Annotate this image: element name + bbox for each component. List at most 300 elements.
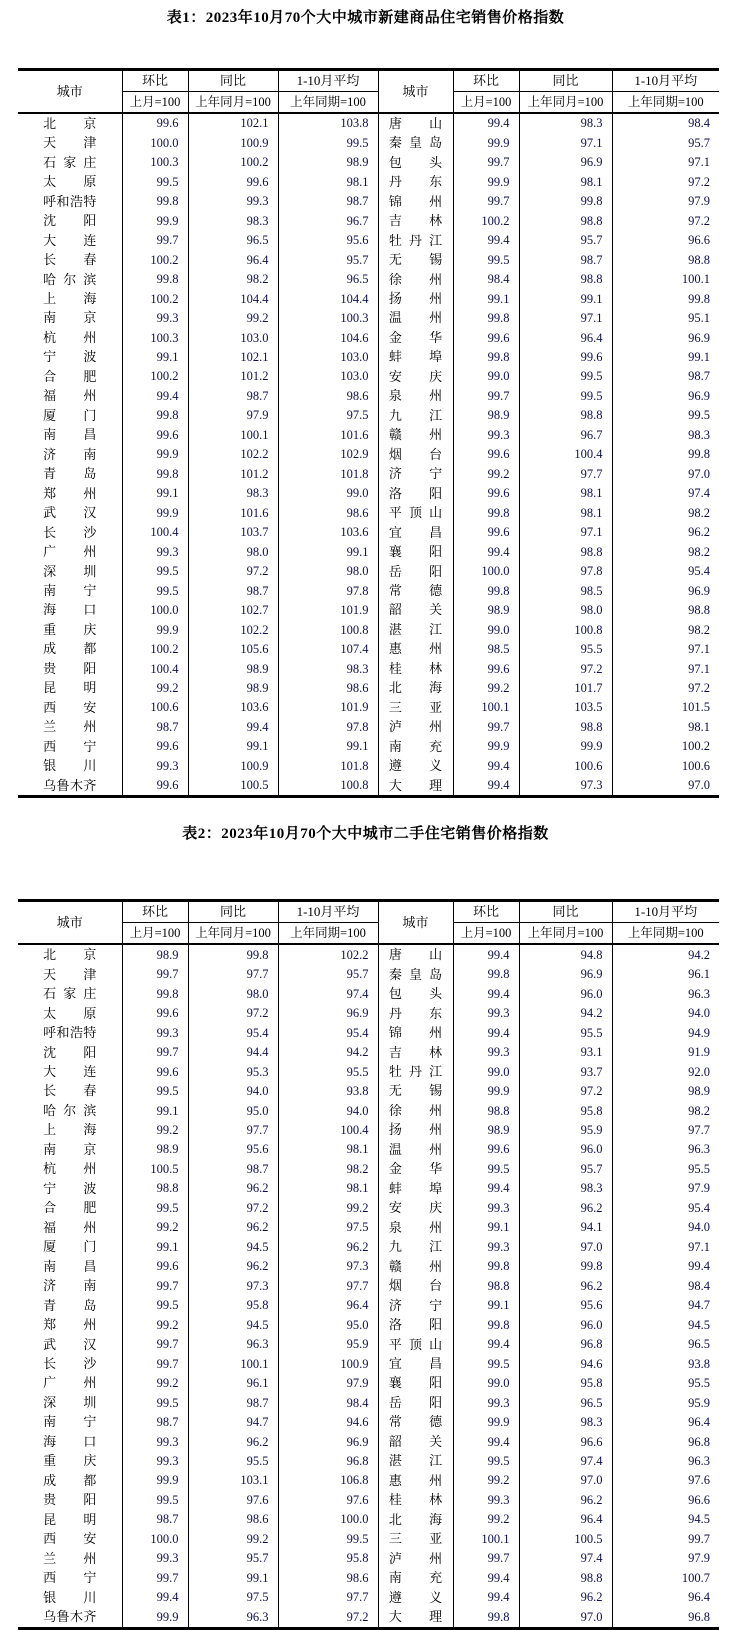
city-cell (378, 944, 453, 964)
value-cell: 98.9 (122, 1140, 188, 1159)
value-cell: 99.1 (122, 1101, 188, 1120)
value-cell: 99.5 (519, 367, 612, 386)
city-cell (18, 1549, 122, 1568)
value-cell: 98.9 (612, 1082, 719, 1101)
city-cell (18, 679, 122, 698)
table2-header (18, 901, 719, 945)
value-cell: 99.6 (453, 523, 519, 542)
value-cell: 99.1 (519, 289, 612, 308)
value-cell: 97.1 (612, 659, 719, 678)
value-cell: 95.7 (519, 231, 612, 250)
city-cell (378, 984, 453, 1003)
value-cell: 98.2 (278, 1160, 378, 1179)
value-cell: 103.6 (188, 698, 278, 717)
value-cell: 99.4 (453, 113, 519, 133)
table-row (18, 944, 719, 964)
value-cell: 96.7 (278, 211, 378, 230)
col-header-mom-left: 环比 (122, 901, 188, 923)
value-cell: 94.1 (519, 1218, 612, 1237)
city-cell (378, 679, 453, 698)
table-row (18, 581, 719, 600)
city-name: 徐州 (388, 271, 443, 287)
value-cell: 98.2 (612, 503, 719, 522)
city-cell (378, 640, 453, 659)
value-cell: 99.5 (278, 1529, 378, 1548)
table-row (18, 1335, 719, 1354)
value-cell: 99.6 (122, 776, 188, 797)
city-name: 石家庄 (43, 986, 97, 1002)
table-row (18, 113, 719, 133)
value-cell: 100.0 (122, 601, 188, 620)
base-yoy-right: 上年同月=100 (519, 92, 612, 114)
value-cell: 99.6 (122, 426, 188, 445)
table-row (18, 1413, 719, 1432)
city-cell (378, 1452, 453, 1471)
city-name: 吉林 (388, 1044, 443, 1060)
value-cell: 99.4 (453, 1335, 519, 1354)
value-cell: 99.3 (453, 1004, 519, 1023)
city-cell (378, 211, 453, 230)
city-cell (378, 406, 453, 425)
city-name: 韶关 (388, 602, 443, 618)
value-cell: 99.6 (453, 328, 519, 347)
city-cell (378, 1510, 453, 1529)
value-cell: 99.3 (453, 1237, 519, 1256)
value-cell: 97.6 (612, 1471, 719, 1490)
value-cell: 100.1 (453, 1529, 519, 1548)
table-row (18, 211, 719, 230)
value-cell: 101.9 (278, 601, 378, 620)
table-row (18, 1218, 719, 1237)
value-cell: 96.1 (188, 1374, 278, 1393)
value-cell: 101.8 (278, 464, 378, 483)
col-header-mom-right: 环比 (453, 901, 519, 923)
city-cell (378, 1004, 453, 1023)
city-name: 贵阳 (43, 1492, 97, 1508)
value-cell: 97.9 (278, 1374, 378, 1393)
value-cell: 98.6 (278, 679, 378, 698)
city-name: 常德 (388, 1414, 443, 1430)
city-name: 大理 (388, 1609, 443, 1625)
value-cell: 99.8 (122, 464, 188, 483)
value-cell: 98.1 (612, 718, 719, 737)
value-cell: 96.2 (188, 1432, 278, 1451)
value-cell: 96.2 (188, 1179, 278, 1198)
value-cell: 99.2 (453, 464, 519, 483)
city-name: 上海 (43, 290, 97, 306)
value-cell: 103.1 (188, 1471, 278, 1490)
value-cell: 99.3 (453, 1491, 519, 1510)
value-cell: 94.2 (519, 1004, 612, 1023)
value-cell: 99.6 (122, 113, 188, 133)
value-cell: 99.6 (122, 1257, 188, 1276)
value-cell: 95.7 (519, 1160, 612, 1179)
value-cell: 97.7 (188, 1121, 278, 1140)
value-cell: 99.8 (453, 581, 519, 600)
city-cell (378, 1257, 453, 1276)
city-name: 重庆 (43, 621, 97, 637)
city-name: 乌鲁木齐 (43, 777, 97, 793)
table1-new-housing-price-index (18, 68, 719, 798)
city-name: 北京 (43, 115, 97, 131)
value-cell: 96.0 (519, 984, 612, 1003)
table-row (18, 1199, 719, 1218)
city-cell (378, 620, 453, 639)
city-cell (18, 1043, 122, 1062)
city-name: 太原 (43, 174, 97, 190)
city-name: 安庆 (388, 1200, 443, 1216)
value-cell: 99.2 (453, 1510, 519, 1529)
table-row (18, 965, 719, 984)
base-mom-left: 上月=100 (122, 92, 188, 114)
city-cell (18, 698, 122, 717)
city-cell (18, 1452, 122, 1471)
value-cell: 101.7 (519, 679, 612, 698)
city-name: 秦皇岛 (388, 135, 443, 151)
city-cell (378, 1043, 453, 1062)
value-cell: 99.4 (453, 542, 519, 561)
value-cell: 98.7 (278, 192, 378, 211)
city-name: 岳阳 (388, 563, 443, 579)
city-name: 泉州 (388, 388, 443, 404)
value-cell: 99.4 (453, 1568, 519, 1587)
value-cell: 99.1 (188, 737, 278, 756)
value-cell: 100.0 (278, 1510, 378, 1529)
value-cell: 99.7 (122, 1354, 188, 1373)
value-cell: 99.3 (122, 1432, 188, 1451)
value-cell: 97.7 (188, 965, 278, 984)
value-cell: 99.9 (453, 1082, 519, 1101)
value-cell: 99.4 (122, 1588, 188, 1607)
value-cell: 104.4 (188, 289, 278, 308)
city-name: 蚌埠 (388, 1180, 443, 1196)
city-name: 锦州 (388, 193, 443, 209)
city-cell (18, 211, 122, 230)
value-cell: 96.2 (519, 1491, 612, 1510)
value-cell: 97.8 (278, 718, 378, 737)
value-cell: 99.4 (453, 1588, 519, 1607)
table-row (18, 1491, 719, 1510)
city-cell (18, 1140, 122, 1159)
city-name: 西宁 (43, 1570, 97, 1586)
city-cell (18, 133, 122, 152)
value-cell: 99.5 (122, 1491, 188, 1510)
value-cell: 93.7 (519, 1062, 612, 1081)
value-cell: 95.1 (612, 309, 719, 328)
value-cell: 101.5 (612, 698, 719, 717)
base-yoy-left: 上年同月=100 (188, 92, 278, 114)
col-header-yoy-left: 同比 (188, 70, 278, 92)
value-cell: 97.2 (612, 211, 719, 230)
value-cell: 98.7 (188, 1160, 278, 1179)
value-cell: 94.9 (612, 1023, 719, 1042)
city-name: 遵义 (388, 758, 443, 774)
city-name: 九江 (388, 407, 443, 423)
city-name: 三亚 (388, 699, 443, 715)
value-cell: 99.8 (519, 192, 612, 211)
city-name: 宁波 (43, 1180, 97, 1196)
value-cell: 99.1 (122, 1237, 188, 1256)
value-cell: 99.1 (278, 737, 378, 756)
city-cell (378, 1160, 453, 1179)
value-cell: 94.0 (278, 1101, 378, 1120)
value-cell: 98.7 (612, 367, 719, 386)
value-cell: 99.6 (188, 172, 278, 191)
value-cell: 98.9 (122, 944, 188, 964)
city-cell (378, 698, 453, 717)
city-name: 沈阳 (43, 213, 97, 229)
city-cell (378, 1335, 453, 1354)
col-header-yoy-left: 同比 (188, 901, 278, 923)
city-cell (18, 1121, 122, 1140)
city-name: 泸州 (388, 719, 443, 735)
value-cell: 99.3 (122, 756, 188, 775)
value-cell: 98.0 (519, 601, 612, 620)
value-cell: 94.0 (612, 1218, 719, 1237)
value-cell: 95.8 (278, 1549, 378, 1568)
value-cell: 95.5 (188, 1452, 278, 1471)
city-name: 宁波 (43, 349, 97, 365)
table-row (18, 1062, 719, 1081)
value-cell: 96.4 (519, 1510, 612, 1529)
value-cell: 96.2 (519, 1199, 612, 1218)
value-cell: 99.9 (453, 172, 519, 191)
table2-body (18, 944, 719, 1628)
value-cell: 100.5 (188, 776, 278, 797)
value-cell: 95.6 (278, 231, 378, 250)
value-cell: 98.7 (122, 1510, 188, 1529)
value-cell: 98.5 (453, 640, 519, 659)
value-cell: 94.6 (278, 1413, 378, 1432)
city-cell (18, 1257, 122, 1276)
value-cell: 96.3 (612, 1452, 719, 1471)
city-cell (18, 172, 122, 191)
col-header-avg-right: 1-10月平均 (612, 70, 719, 92)
value-cell: 97.9 (612, 1179, 719, 1198)
value-cell: 97.1 (612, 1237, 719, 1256)
header-row-base (18, 92, 719, 114)
value-cell: 98.4 (453, 270, 519, 289)
city-name: 石家庄 (43, 154, 97, 170)
city-name: 哈尔滨 (43, 1102, 97, 1118)
table-row (18, 1101, 719, 1120)
city-cell (378, 1276, 453, 1295)
city-cell (18, 1199, 122, 1218)
value-cell: 95.4 (612, 562, 719, 581)
value-cell: 95.0 (188, 1101, 278, 1120)
value-cell: 99.9 (453, 133, 519, 152)
value-cell: 96.2 (278, 1237, 378, 1256)
value-cell: 98.3 (519, 113, 612, 133)
value-cell: 98.8 (519, 1568, 612, 1587)
city-name: 西宁 (43, 738, 97, 754)
value-cell: 96.8 (278, 1452, 378, 1471)
city-name: 秦皇岛 (388, 966, 443, 982)
value-cell: 97.0 (519, 1471, 612, 1490)
value-cell: 99.8 (122, 192, 188, 211)
table-row (18, 1043, 719, 1062)
city-name: 韶关 (388, 1433, 443, 1449)
table-row (18, 1374, 719, 1393)
table-row (18, 231, 719, 250)
city-name: 兰州 (43, 719, 97, 735)
value-cell: 96.4 (612, 1588, 719, 1607)
value-cell: 102.2 (188, 445, 278, 464)
value-cell: 99.1 (612, 348, 719, 367)
city-cell (378, 1237, 453, 1256)
value-cell: 96.0 (519, 1315, 612, 1334)
city-name: 扬州 (388, 290, 443, 306)
table-row (18, 776, 719, 797)
value-cell: 104.6 (278, 328, 378, 347)
value-cell: 98.2 (612, 1101, 719, 1120)
value-cell: 96.9 (519, 965, 612, 984)
table-row (18, 1296, 719, 1315)
value-cell: 97.6 (188, 1491, 278, 1510)
city-name: 福州 (43, 1219, 97, 1235)
value-cell: 99.7 (122, 965, 188, 984)
value-cell: 99.6 (453, 445, 519, 464)
value-cell: 99.7 (122, 1043, 188, 1062)
value-cell: 99.0 (453, 1062, 519, 1081)
value-cell: 100.8 (278, 620, 378, 639)
value-cell: 100.0 (453, 562, 519, 581)
value-cell: 99.2 (122, 1374, 188, 1393)
table-row (18, 640, 719, 659)
city-name: 桂林 (388, 660, 443, 676)
city-cell (378, 192, 453, 211)
city-cell (378, 523, 453, 542)
value-cell: 99.7 (122, 1568, 188, 1587)
value-cell: 96.5 (278, 270, 378, 289)
value-cell: 102.2 (188, 620, 278, 639)
city-name: 牡丹江 (388, 1063, 443, 1079)
value-cell: 102.2 (278, 944, 378, 964)
city-name: 岳阳 (388, 1394, 443, 1410)
table-row (18, 426, 719, 445)
value-cell: 100.8 (278, 776, 378, 797)
value-cell: 99.6 (453, 1140, 519, 1159)
city-cell (18, 944, 122, 964)
table2-secondhand-housing-price-index (18, 899, 719, 1629)
value-cell: 99.5 (122, 581, 188, 600)
value-cell: 98.5 (519, 581, 612, 600)
city-name: 三亚 (388, 1531, 443, 1547)
value-cell: 99.3 (122, 1452, 188, 1471)
city-cell (18, 1237, 122, 1256)
value-cell: 99.8 (122, 270, 188, 289)
city-cell (378, 1374, 453, 1393)
base-yoy-right: 上年同月=100 (519, 923, 612, 945)
value-cell: 96.2 (188, 1257, 278, 1276)
value-cell: 96.4 (188, 250, 278, 269)
value-cell: 97.2 (519, 659, 612, 678)
table-row (18, 309, 719, 328)
city-name: 遵义 (388, 1589, 443, 1605)
city-cell (378, 776, 453, 797)
value-cell: 97.7 (278, 1588, 378, 1607)
value-cell: 96.2 (519, 1276, 612, 1295)
value-cell: 97.4 (519, 1549, 612, 1568)
city-name: 济宁 (388, 466, 443, 482)
value-cell: 100.6 (612, 756, 719, 775)
value-cell: 94.5 (612, 1315, 719, 1334)
value-cell: 99.4 (188, 718, 278, 737)
value-cell: 98.8 (612, 250, 719, 269)
city-name: 重庆 (43, 1453, 97, 1469)
city-cell (18, 289, 122, 308)
city-name: 包头 (388, 986, 443, 1002)
city-name: 成都 (43, 1472, 97, 1488)
value-cell: 98.7 (519, 250, 612, 269)
value-cell: 94.8 (519, 944, 612, 964)
value-cell: 99.3 (122, 1549, 188, 1568)
value-cell: 95.9 (519, 1121, 612, 1140)
city-cell (18, 387, 122, 406)
table-row (18, 289, 719, 308)
value-cell: 99.2 (122, 1121, 188, 1140)
value-cell: 98.4 (278, 1393, 378, 1412)
city-cell (18, 1296, 122, 1315)
table-row (18, 562, 719, 581)
table-row (18, 718, 719, 737)
city-cell (18, 965, 122, 984)
city-name: 成都 (43, 641, 97, 657)
city-cell (18, 348, 122, 367)
value-cell: 94.4 (188, 1043, 278, 1062)
value-cell: 99.3 (188, 192, 278, 211)
city-name: 泸州 (388, 1550, 443, 1566)
city-name: 海口 (43, 602, 97, 618)
value-cell: 99.4 (453, 944, 519, 964)
value-cell: 101.2 (188, 367, 278, 386)
city-name: 洛阳 (388, 1317, 443, 1333)
city-name: 长春 (43, 252, 97, 268)
value-cell: 99.1 (122, 348, 188, 367)
value-cell: 97.7 (612, 1121, 719, 1140)
city-name: 吉林 (388, 213, 443, 229)
value-cell: 94.6 (519, 1354, 612, 1373)
col-header-city-right: 城市 (378, 70, 453, 114)
table-row (18, 1510, 719, 1529)
city-cell (18, 523, 122, 542)
city-cell (18, 620, 122, 639)
city-cell (18, 1315, 122, 1334)
city-cell (378, 1529, 453, 1548)
value-cell: 100.4 (278, 1121, 378, 1140)
value-cell: 98.8 (519, 542, 612, 561)
city-name: 青岛 (43, 466, 97, 482)
value-cell: 99.4 (122, 387, 188, 406)
city-cell (18, 406, 122, 425)
city-name: 桂林 (388, 1492, 443, 1508)
value-cell: 96.4 (612, 1413, 719, 1432)
value-cell: 99.4 (453, 984, 519, 1003)
value-cell: 98.2 (188, 270, 278, 289)
value-cell: 99.1 (122, 484, 188, 503)
value-cell: 96.9 (612, 328, 719, 347)
city-cell (378, 231, 453, 250)
value-cell: 97.5 (278, 1218, 378, 1237)
table-row (18, 387, 719, 406)
city-cell (18, 1588, 122, 1607)
value-cell: 100.3 (122, 153, 188, 172)
value-cell: 100.3 (278, 309, 378, 328)
value-cell: 99.3 (453, 426, 519, 445)
value-cell: 99.5 (122, 1393, 188, 1412)
value-cell: 99.5 (519, 387, 612, 406)
city-cell (378, 1062, 453, 1081)
